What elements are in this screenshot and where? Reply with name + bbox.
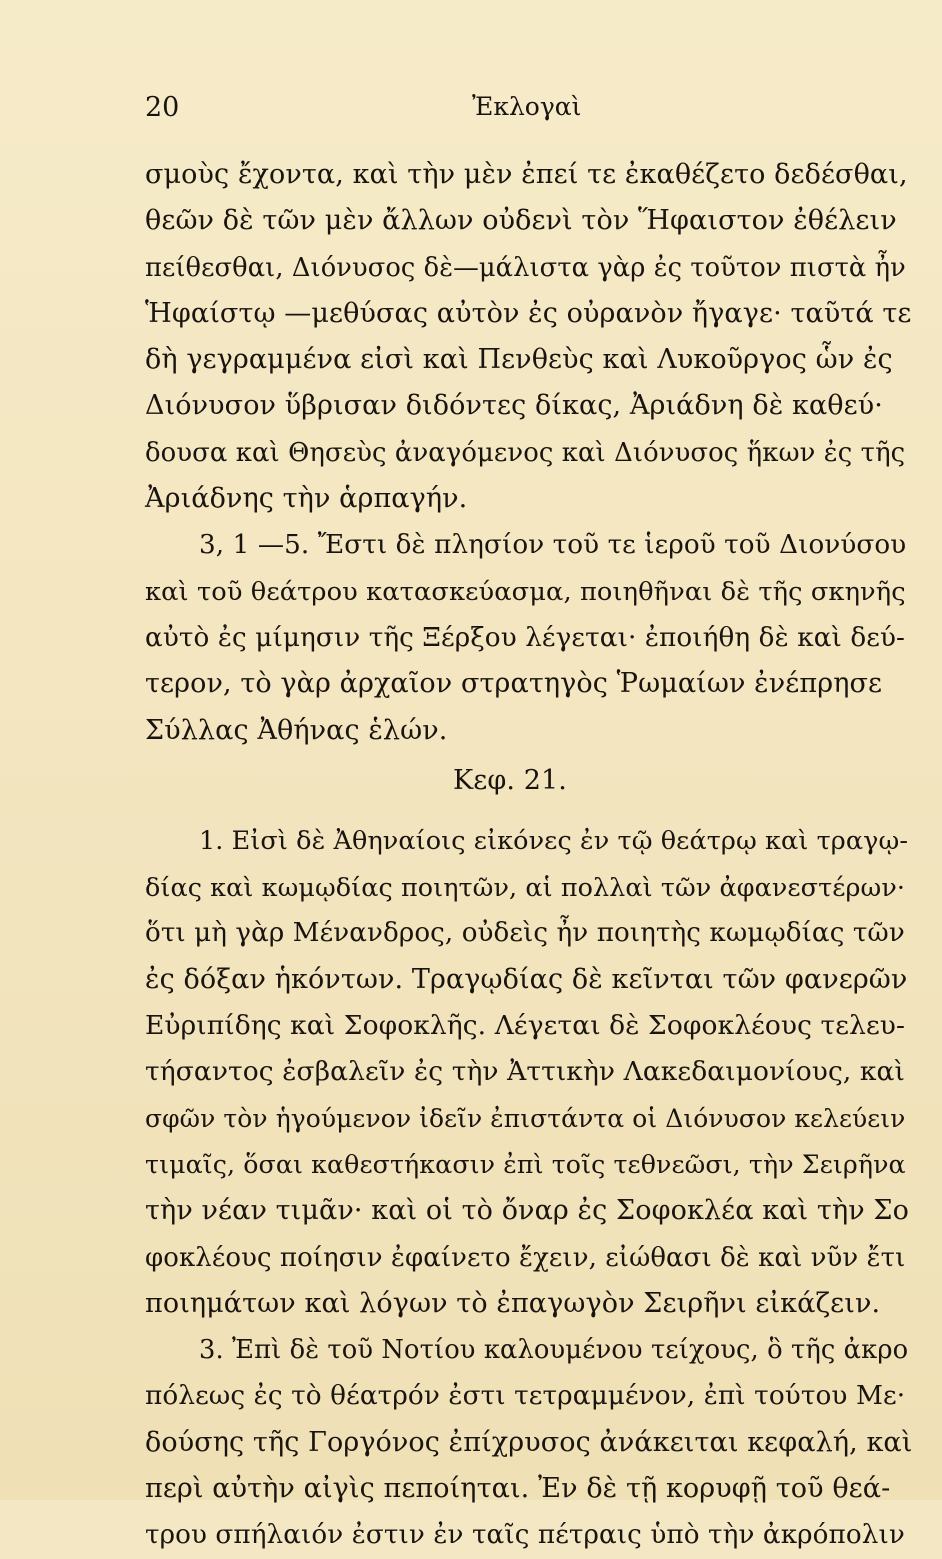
- text-line: 1. Εἰσὶ δὲ Ἀθηναίοις εἰκόνες ἐν τῷ θεάτρῳ καὶ τραγῳ-: [199, 825, 909, 856]
- running-head: Ἐκλογαὶ: [472, 92, 582, 121]
- text-line: δίας καὶ κωμῳδίας ποιητῶν, αἱ πολλαὶ τῶν ἀφανεστέρων·: [145, 872, 906, 903]
- text-line: ὅτι μὴ γὰρ Μένανδρος, οὐδεὶς ἦν ποιητὴς κωμῳδίας τῶν: [145, 918, 905, 949]
- text-line: Ἀριάδνης τὴν ἁρπαγήν.: [145, 483, 468, 515]
- text-line: 3, 1 —5. Ἔστι δὲ πλησίον τοῦ τε ἱεροῦ τοῦ Διονύσου: [199, 530, 907, 561]
- text-line: Ἡφαίστῳ —μεθύσας αὐτὸν ἐς οὐρανὸν ἤγαγε· ταῦτά τε: [145, 297, 912, 329]
- text-line: σφῶν τὸν ἡγούμενον ἰδεῖν ἐπιστάντα οἱ Διόνυσον κελεύειν: [145, 1103, 906, 1133]
- body-text: [145, 152, 913, 1559]
- text-line: τήσαντος ἐσβαλεῖν ἐς τὴν Ἀττικὴν Λακεδαιμονίους, καὶ: [145, 1056, 906, 1088]
- text-line: περὶ αὐτὴν αἰγὶς πεποίηται. Ἐν δὲ τῇ κορυφῇ τοῦ θεά-: [145, 1473, 891, 1505]
- text-line: δουσα καὶ Θησεὺς ἀναγόμενος καὶ Διόνυσος ἥκων ἐς τῆς: [145, 437, 906, 468]
- text-line: Εὐριπίδης καὶ Σοφοκλῆς. Λέγεται δὲ Σοφοκλέους τελευ-: [145, 1010, 906, 1042]
- text-line: δὴ γεγραμμένα εἰσὶ καὶ Πενθεὺς καὶ Λυκοῦργος ὧν ἐς: [145, 344, 893, 376]
- text-line: πόλεως ἐς τὸ θέατρόν ἐστι τετραμμένον, ἐπὶ τούτου Με·: [145, 1381, 906, 1412]
- text-line: φοκλέους ποίησιν ἐφαίνετο ἔχειν, εἰώθασι δὲ καὶ νῦν ἔτι: [145, 1242, 906, 1273]
- text-line: αὐτὸ ἐς μίμησιν τῆς Ξέρξου λέγεται· ἐποιήθη δὲ καὶ δεύ-: [145, 622, 906, 653]
- text-line: ἐς δόξαν ἡκόντων. Τραγῳδίας δὲ κεῖνται τῶν φανερῶν: [145, 963, 908, 995]
- text-line: τιμαῖς, ὅσαι καθεστήκασιν ἐπὶ τοῖς τεθνεῶσι, τὴν Σειρῆνα: [145, 1149, 906, 1179]
- spacer: [145, 808, 913, 818]
- text-line: ποιημάτων καὶ λόγων τὸ ἐπαγωγὸν Σειρῆνι εἰκάζειν.: [145, 1287, 881, 1319]
- text-line: 3. Ἐπὶ δὲ τοῦ Νοτίου καλουμένου τείχους, ὃ τῆς ἀκρο: [199, 1335, 909, 1366]
- text-line: δούσης τῆς Γοργόνος ἐπίχρυσος ἀνάκειται κεφαλή, καὶ: [145, 1426, 913, 1458]
- page-number: 20: [145, 92, 180, 123]
- text-line: καὶ τοῦ θεάτρου κατασκεύασμα, ποιηθῆναι δὲ τῆς σκηνῆς: [145, 576, 906, 607]
- text-line: τερον, τὸ γὰρ ἀρχαῖον στρατηγὸς Ῥωμαίων ἐνέπρησε: [145, 668, 883, 700]
- text-line: θεῶν δὲ τῶν μὲν ἄλλων οὐδενὶ τὸν Ἥφαιστον ἐθέλειν: [145, 205, 897, 237]
- text-line: σμοὺς ἔχοντα, καὶ τὴν μὲν ἐπεί τε ἐκαθέζετο δεδέσθαι,: [145, 159, 908, 190]
- chapter-heading: Κεφ. 21.: [453, 764, 567, 796]
- text-line: Διόνυσον ὕβρισαν διδόντες δίκας, Ἀριάδνη δὲ καθεύ·: [145, 390, 883, 422]
- text-line: πείθεσθαι, Διόνυσος δὲ—μάλιστα γὰρ ἐς τοῦτον πιστὰ ἦν: [145, 252, 906, 283]
- text-line: Σύλλας Ἀθήνας ἑλών.: [145, 714, 448, 746]
- text-line: τρου σπήλαιόν ἐστιν ἐν ταῖς πέτραις ὑπὸ τὴν ἀκρόπολιν: [145, 1520, 905, 1551]
- text-line: τὴν νέαν τιμᾶν· καὶ οἱ τὸ ὄναρ ἐς Σοφοκλέα καὶ τὴν Σο: [145, 1195, 909, 1227]
